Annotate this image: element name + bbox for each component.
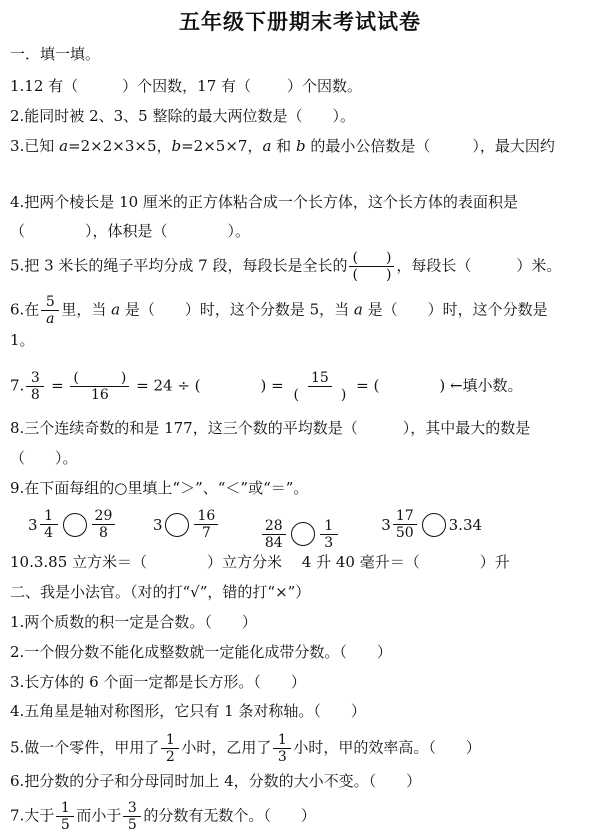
- q3-text: =2×5×7，: [181, 137, 263, 155]
- fraction-numerator: 1: [273, 732, 291, 749]
- fraction: [56, 800, 74, 833]
- fraction[interactable]: [290, 370, 349, 403]
- judge-5: [10, 732, 481, 765]
- fraction: [320, 518, 338, 551]
- fraction: [40, 508, 58, 541]
- fraction-numerator: 5: [41, 294, 59, 311]
- q3-text: ），最大因约: [472, 137, 555, 155]
- fraction-denominator: ( ): [352, 267, 392, 283]
- compare-pair-4: [381, 508, 482, 541]
- fraction-denominator: 7: [201, 525, 211, 541]
- fraction-denominator: 2: [165, 749, 175, 765]
- q3-var: a: [59, 137, 69, 155]
- fraction-numerator: 3: [123, 800, 141, 817]
- mixed-whole: 3: [381, 515, 391, 534]
- section-2-heading: 二、我是小法官。（对的打“√”，错的打“×”）: [10, 583, 311, 601]
- q3-text: 和: [271, 137, 296, 155]
- question-9: 9.在下面每组的○里填上“＞”、“＜”或“＝”。: [10, 479, 309, 497]
- judge-7: [10, 800, 316, 833]
- fraction: [393, 508, 417, 541]
- fraction-numerator: 17: [393, 508, 417, 525]
- page-title: 五年级下册期末考试试卷: [179, 10, 421, 34]
- q6-var: a: [353, 300, 363, 319]
- question-4-line-1: 4.把两个棱长是 10 厘米的正方体粘合成一个长方体，这个长方体的表面积是: [10, 193, 518, 211]
- judge-4: 4.五角星是轴对称图形，它只有 1 条对称轴。（ ）: [10, 702, 366, 720]
- fraction-numerator: 28: [262, 518, 286, 535]
- q6-text: 6.在: [10, 300, 40, 319]
- fraction: [26, 370, 44, 403]
- fraction: [123, 800, 141, 833]
- q6-text: 是（ ）时，这个分数是 5，当: [120, 300, 354, 319]
- fraction-denominator: ( ): [293, 387, 347, 403]
- j5-text: 5.做一个零件，甲用了: [10, 738, 160, 757]
- j7-text: 的分数有无数个。（ ）: [143, 806, 316, 825]
- compare-pair-2: [153, 508, 220, 541]
- question-6: [10, 294, 548, 327]
- compare-circle[interactable]: [422, 513, 446, 537]
- q1-part-b: ）个因数，17 有（: [122, 77, 252, 95]
- fraction-denominator: 5: [60, 817, 70, 833]
- q7-text: = ( ) ←填小数。: [351, 376, 523, 395]
- question-5: [10, 250, 561, 283]
- judge-6: 6.把分数的分子和分母同时加上 4，分数的大小不变。（ ）: [10, 772, 422, 790]
- q3-var: b: [295, 137, 306, 155]
- fraction: [92, 508, 116, 541]
- fraction-denominator: 8: [98, 525, 108, 541]
- j5-text: 小时，乙用了: [181, 738, 272, 757]
- question-8-line-2: （ ）。: [10, 449, 78, 467]
- j7-text: 而小于: [76, 806, 122, 825]
- fraction-denominator: 50: [395, 525, 414, 541]
- compare-pair-3: [260, 518, 340, 551]
- mixed-whole: 3: [28, 515, 38, 534]
- fraction-denominator: a: [46, 311, 55, 327]
- fraction-numerator: 15: [308, 370, 332, 387]
- q6-var: a: [111, 300, 121, 319]
- judge-3: 3.长方体的 6 个面一定都是长方形。（ ）: [10, 673, 306, 691]
- question-2: 2.能同时被 2、3、5 整除的最大两位数是（ ）。: [10, 107, 355, 125]
- number: 3.34: [448, 515, 483, 534]
- fraction-denominator: 4: [44, 525, 53, 541]
- fraction-numerator: 29: [92, 508, 116, 525]
- q7-text: 7.: [10, 376, 25, 395]
- j5-text: 小时，甲的效率高。（ ）: [293, 738, 481, 757]
- q3-text: =2×2×3×5，: [68, 137, 172, 155]
- q6-text: 里，当: [61, 300, 112, 319]
- fraction-numerator: 16: [194, 508, 218, 525]
- fraction-denominator: 16: [90, 387, 109, 403]
- fraction: [273, 732, 291, 765]
- compare-pair-1: [28, 508, 117, 541]
- q3-var: b: [171, 137, 182, 155]
- q3-var: a: [262, 137, 272, 155]
- q7-text: = 24 ÷ ( ) =: [131, 376, 289, 395]
- question-4-line-2: （ ），体积是（ ）。: [10, 222, 251, 240]
- fraction: [194, 508, 218, 541]
- fraction-denominator: 5: [127, 817, 137, 833]
- fraction-numerator: ( ): [349, 250, 394, 267]
- fraction-numerator: 1: [161, 732, 179, 749]
- q5-text: ，每段长（ ）米。: [396, 256, 562, 275]
- q3-text: 3.已知: [10, 137, 60, 155]
- q1-part-a: 1.12 有（: [10, 77, 79, 95]
- q5-text: 5.把 3 米长的绳子平均分成 7 段，每段长是全长的: [10, 256, 348, 275]
- compare-circle[interactable]: [63, 513, 87, 537]
- fraction-numerator: ( ): [70, 370, 129, 387]
- q6-text: 是（ ）时，这个分数是: [362, 300, 548, 319]
- fraction[interactable]: [349, 250, 394, 283]
- judge-1: 1.两个质数的积一定是合数。（ ）: [10, 613, 257, 631]
- fraction-numerator: 1: [40, 508, 58, 525]
- fraction-numerator: 1: [56, 800, 74, 817]
- fraction: [262, 518, 286, 551]
- fraction-denominator: 8: [30, 387, 40, 403]
- fraction-numerator: 3: [26, 370, 44, 387]
- j7-text: 7.大于: [10, 806, 55, 825]
- question-7: [10, 370, 523, 403]
- question-8-line-1: 8.三个连续奇数的和是 177，这三个数的平均数是（ ），其中最大的数是: [10, 419, 531, 437]
- q3-text: 的最小公倍数是（: [305, 137, 431, 155]
- fraction: [161, 732, 179, 765]
- question-1: [10, 76, 362, 96]
- compare-circle[interactable]: [291, 522, 315, 546]
- fraction[interactable]: [70, 370, 129, 403]
- judge-2: 2.一个假分数不能化成整数就一定能化成带分数。（ ）: [10, 643, 392, 661]
- number: 3: [152, 515, 163, 534]
- q7-text: =: [46, 376, 69, 395]
- compare-circle[interactable]: [165, 513, 189, 537]
- fraction: [41, 294, 59, 327]
- compare-row: [28, 508, 482, 551]
- fraction-denominator: 3: [277, 749, 287, 765]
- fraction-denominator: 84: [264, 534, 283, 551]
- question-10: 10.3.85 立方米＝（ ）立方分米 4 升 40 毫升＝（ ）升: [10, 553, 510, 571]
- fraction-numerator: 1: [320, 518, 338, 535]
- fraction-denominator: 3: [324, 534, 334, 551]
- section-1-heading: 一．填一填。: [10, 45, 101, 63]
- question-6-line-2: 1。: [10, 331, 35, 349]
- question-3: [10, 136, 555, 156]
- q1-part-c: ）个因数。: [287, 77, 363, 95]
